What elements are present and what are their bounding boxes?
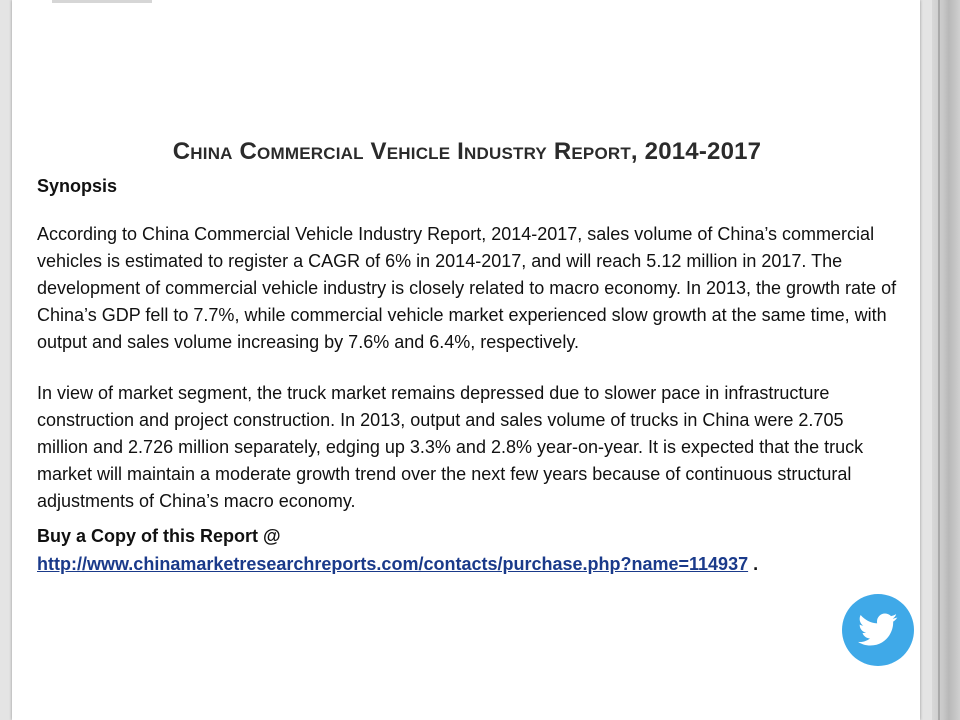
purchase-link[interactable]: http://www.chinamarketresearchreports.com/contacts/purchase.php?name=114937	[37, 554, 749, 574]
paragraph-1: According to China Commercial Vehicle Industry Report, 2014-2017, sales volume of China’s commercial vehicles is estimated to register a CAGR of 6% in 2014-2017, and will reach 5.12 million in 2017. The development of commercial vehicle industry is closely related to macro economy. In 2013, the growth rate of China’s GDP fell to 7.7%, while commercial vehicle market experienced slow growth at the same time, with output and sales volume increasing by 7.6% and 6.4%, respectively.	[37, 224, 897, 352]
document-page	[12, 0, 920, 720]
viewer-right-edge	[932, 0, 960, 720]
twitter-icon	[858, 613, 898, 647]
paragraph-2: In view of market segment, the truck market remains depressed due to slower pace in infrastructure construction and project construction. In 2013, output and sales volume of trucks in China were 2.705 million and 2.726 million separately, edging up 3.3% and 2.8% year-on-year. It is expected that the truck market will maintain a moderate growth trend over the next few years because of continuous structural adjustments of China’s macro economy.	[37, 383, 864, 511]
link-suffix: .	[748, 554, 759, 574]
buy-link-line	[37, 550, 827, 578]
report-title: China Commercial Vehicle Industry Report, 2014-2017	[172, 138, 762, 165]
buy-label: Buy a Copy of this Report @	[37, 526, 281, 546]
synopsis-heading: Synopsis	[37, 176, 118, 196]
document-content	[37, 138, 897, 578]
page-top-decoration	[52, 0, 152, 3]
viewer-edge-line	[938, 0, 940, 720]
twitter-share-button[interactable]	[842, 594, 914, 666]
